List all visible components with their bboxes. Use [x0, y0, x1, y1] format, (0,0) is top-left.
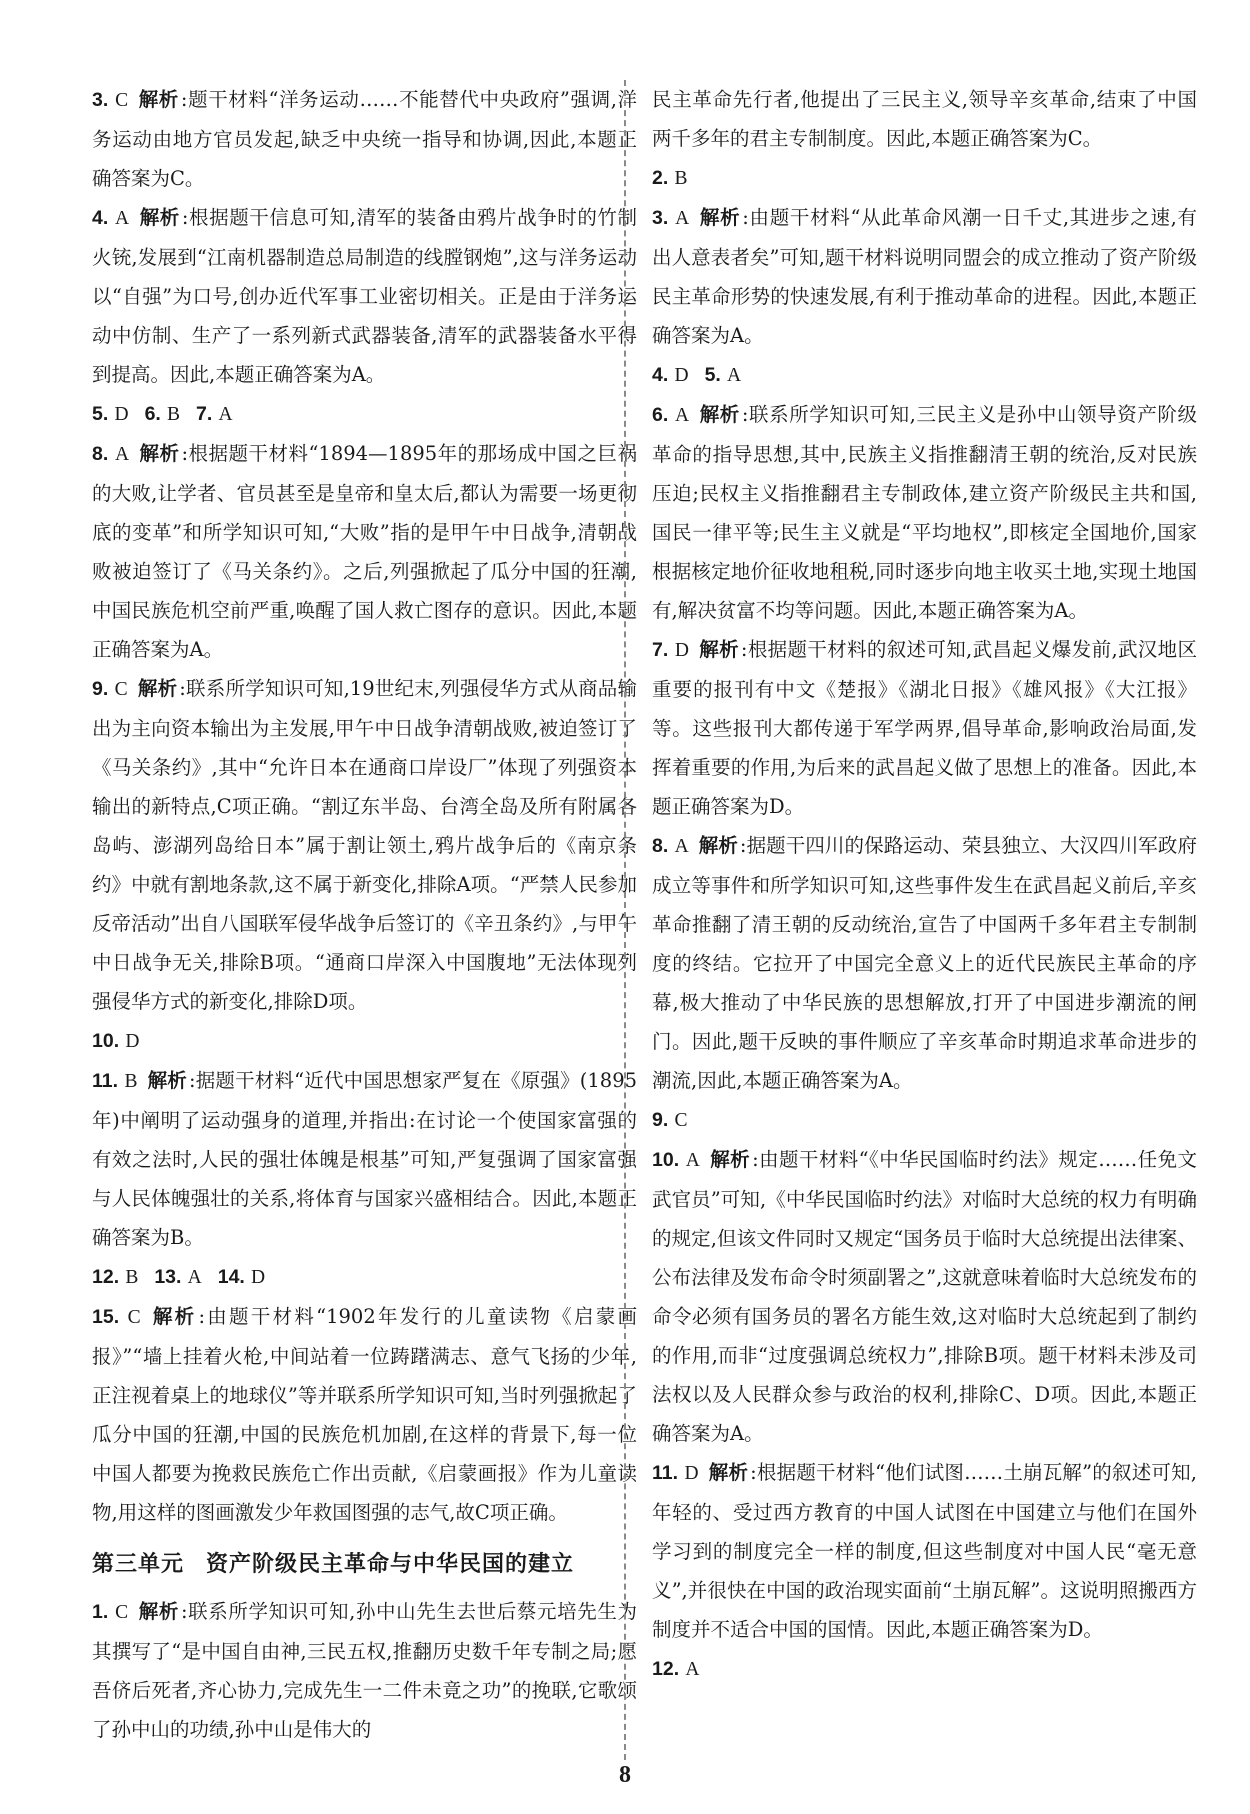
answer-letter: D	[114, 404, 129, 425]
question-number: 1.	[92, 1601, 109, 1623]
question-number: 8.	[92, 443, 109, 465]
answer-entry: 9. C 解析 :联系所学知识可知,19世纪末,列强侵华方式从商品输出为主向资本输出为主发展,甲午中日战争清朝战败,被迫签订了《马关条约》,其中“允许日本在通商口岸设厂”体现了列强资本输出的新特点,C项正确。“割辽东半岛、台湾全岛及所有附属各岛屿、澎湖列岛给日本”属于割让领土,鸦片战争后的《南京条约》中就有割地条款,这不属于新变化,排除A项。“严禁人民参加反帝活动”出自八国联军侵华战争后签订的《辛丑条约》,与甲午中日战争无关,排除B项。“通商口岸深入中国腹地”无法体现列强侵华方式的新变化,排除D项。	[92, 677, 638, 1013]
continued-text: 民主革命先行者,他提出了三民主义,领导辛亥革命,结束了中国两千多年的君主专制制度。因此,本题正确答案为C。	[652, 88, 1197, 150]
question-number: 9.	[92, 678, 109, 700]
question-number: 13.	[154, 1266, 182, 1288]
answer-entry: 15. C 解析 :由题干材料“1902年发行的儿童读物《启蒙画报》”“墙上挂着火枪,中间站着一位踌躇满志、意气飞扬的少年,正注视着桌上的地球仪”等并联系所学知识可知,当时列强掀起了瓜分中国的狂潮,中国的民族危机加剧,在这样的背景下,每一位中国人都要为挽救民族危亡作出贡献,《启蒙画报》作为儿童读物,用这样的图画激发少年救国图强的志气,故C项正确。	[92, 1305, 637, 1524]
right-column	[652, 80, 1197, 1689]
answer-entry: 6. A 解析 :联系所学知识可知,三民主义是孙中山领导资产阶级革命的指导思想,其中,民族主义指推翻清王朝的统治,反对民族压迫;民权主义指推翻君主专制政体,建立资产阶级民主共和国,国民一律平等;民生主义就是“平均地权”,即核定全国地价,国家根据核定地价征收地租税,同时逐步向地主收买土地,实现土地国有,解决贫富不均等问题。因此,本题正确答案为A。	[652, 403, 1197, 622]
question-number: 4.	[652, 364, 669, 386]
analysis-text: 联系所学知识可知,孙中山先生去世后蔡元培先生为其撰写了“是中国自由神,三民五权,推翻历史数千年专制之局;愿吾侪后死者,齐心协力,完成先生一二件未竟之功”的挽联,它歌颂了孙中山的功绩,孙中山是伟大的	[92, 1600, 637, 1741]
analysis-text: 据题干四川的保路运动、荣县独立、大汉四川军政府成立等事件和所学知识可知,这些事件发生在武昌起义前后,辛亥革命推翻了清王朝的反动统治,宣告了中国两千多年君主专制制度的终结。它拉开了中国完全意义上的近代民族民主革命的序幕,极大推动了中华民族的思想解放,打开了中国进步潮流的闸门。因此,题干反映的事件顺应了辛亥革命时期追求革命进步的潮流,因此,本题正确答案为A。	[652, 834, 1197, 1092]
analysis-label: 解析	[139, 442, 180, 465]
analysis-text: 题干材料“洋务运动……不能替代中央政府”强调,洋务运动由地方官员发起,缺乏中央统一指导和协调,因此,本题正确答案为C。	[92, 88, 637, 190]
question-number: 10.	[652, 1149, 680, 1171]
analysis-text: 根据题干材料“1894—1895年的那场成中国之巨祸的大败,让学者、官员甚至是皇帝和皇太后,都认为需要一场更彻底的变革”和所学知识可知,“大败”指的是甲午中日战争,清朝战败被迫签订了《马关条约》。之后,列强掀起了瓜分中国的狂潮,中国民族危机空前严重,唤醒了国人救亡图存的意识。因此,本题正确答案为A。	[92, 442, 637, 661]
question-number: 9.	[652, 1109, 669, 1131]
answer-letter: B	[167, 404, 181, 425]
left-column	[92, 80, 637, 1749]
analysis-text: 根据题干信息可知,清军的装备由鸦片战争时的竹制火铳,发展到“江南机器制造总局制造的线膛钢炮”,这与洋务运动以“自强”为口号,创办近代军事工业密切相关。正是由于洋务运动中仿制、生产了一系列新式武器装备,清军的武器装备水平得到提高。因此,本题正确答案为A。	[92, 206, 637, 386]
answer-letter: A	[675, 208, 690, 229]
analysis-label: 解析	[708, 1461, 749, 1484]
answer-group	[92, 1257, 637, 1297]
answer-letter: B	[674, 168, 688, 189]
unit-label: 第三单元	[92, 1552, 185, 1577]
answer-entry: 11. B 解析 :据题干材料“近代中国思想家严复在《原强》(1895年)中阐明了运动强身的道理,并指出:在讨论一个使国家富强的有效之法时,人民的强壮体魄是根基”可知,严复强调了国家富强与人民体魄强壮的关系,将体育与国家兴盛相结合。因此,本题正确答案为B。	[92, 1069, 638, 1249]
question-number: 6.	[652, 404, 669, 426]
question-number: 15.	[92, 1306, 120, 1328]
answer-entry: 1. C 解析 :联系所学知识可知,孙中山先生去世后蔡元培先生为其撰写了“是中国自由神,三民五权,推翻历史数千年专制之局;愿吾侪后死者,齐心协力,完成先生一二件未竟之功”的挽联,它歌颂了孙中山的功绩,孙中山是伟大的	[92, 1600, 637, 1741]
page-number: 8	[619, 1762, 631, 1788]
answer-entry	[652, 1100, 1197, 1140]
analysis-text: 联系所学知识可知,19世纪末,列强侵华方式从商品输出为主向资本输出为主发展,甲午中日战争清朝战败,被迫签订了《马关条约》,其中“允许日本在通商口岸设厂”体现了列强资本输出的新特点,C项正确。“割辽东半岛、台湾全岛及所有附属各岛屿、澎湖列岛给日本”属于割让领土,鸦片战争后的《南京条约》中就有割地条款,这不属于新变化,排除A项。“严禁人民参加反帝活动”出自八国联军侵华战争后签订的《辛丑条约》,与甲午中日战争无关,排除B项。“通商口岸深入中国腹地”无法体现列强侵华方式的新变化,排除D项。	[92, 677, 638, 1013]
question-number: 3.	[652, 207, 669, 229]
answer-letter: D	[674, 640, 689, 661]
analysis-text: 根据题干材料“他们试图……土崩瓦解”的叙述可知,年轻的、受过西方教育的中国人试图在中国建立与他们在国外学习到的制度完全一样的制度,但这些制度对中国人民“毫无意义”,并很快在中国的政治现实面前“土崩瓦解”。这说明照搬西方制度并不适合中国的国情。因此,本题正确答案为D。	[652, 1461, 1197, 1641]
question-number: 3.	[92, 89, 109, 111]
question-number: 11.	[652, 1462, 679, 1484]
analysis-label: 解析	[150, 1305, 197, 1328]
analysis-label: 解析	[698, 638, 739, 661]
analysis-text: 据题干材料“近代中国思想家严复在《原强》(1895年)中阐明了运动强身的道理,并指出:在讨论一个使国家富强的有效之法时,人民的强壮体魄是根基”可知,严复强调了国家富强与人民体魄强壮的关系,将体育与国家兴盛相结合。因此,本题正确答案为B。	[92, 1069, 638, 1249]
answer-letter: D	[125, 1031, 140, 1052]
answer-letter: A	[218, 404, 233, 425]
answer-letter: C	[114, 679, 128, 700]
analysis-text: 由题干材料“《中华民国临时约法》规定……任免文武官员”可知,《中华民国临时约法》对临时大总统的权力有明确的规定,但该文件同时又规定“国务员于临时大总统提出法律案、公布法律及发布命令时须副署之”,这就意味着临时大总统发布的命令必须有国务员的署名方能生效,这对临时大总统起到了制约的作用,而非“过度强调总统权力”,排除B项。题干材料未涉及司法权以及人民群众参与政治的权利,排除C、D项。因此,本题正确答案为A。	[652, 1148, 1197, 1445]
answer-letter: D	[251, 1267, 266, 1288]
answer-letter: D	[674, 365, 689, 386]
question-number: 12.	[652, 1658, 680, 1680]
analysis-label: 解析	[147, 1069, 187, 1092]
answer-entry	[652, 1649, 1197, 1689]
question-number: 7.	[196, 403, 213, 425]
answer-entry	[652, 158, 1197, 198]
analysis-text: 根据题干材料的叙述可知,武昌起义爆发前,武汉地区重要的报刊有中文《楚报》《湖北日报》《雄风报》《大江报》等。这些报刊大都传递于军学两界,倡导革命,影响政治局面,发挥着重要的作用,为后来的武昌起义做了思想上的准备。因此,本题正确答案为D。	[652, 638, 1197, 818]
analysis-label: 解析	[699, 403, 740, 426]
answer-entry: 10. A 解析 :由题干材料“《中华民国临时约法》规定……任免文武官员”可知,《中华民国临时约法》对临时大总统的权力有明确的规定,但该文件同时又规定“国务员于临时大总统提出法律案、公布法律及发布命令时须副署之”,这就意味着临时大总统发布的命令必须有国务员的署名方能生效,这对临时大总统起到了制约的作用,而非“过度强调总统权力”,排除B项。题干材料未涉及司法权以及人民群众参与政治的权利,排除C、D项。因此,本题正确答案为A。	[652, 1148, 1197, 1445]
question-number: 14.	[217, 1266, 245, 1288]
unit-title: 资产阶级民主革命与中华民国的建立	[206, 1552, 575, 1577]
analysis-label: 解析	[709, 1148, 751, 1171]
answer-letter: A	[727, 365, 742, 386]
answer-entry: 8. A 解析 :根据题干材料“1894—1895年的那场成中国之巨祸的大败,让学者、官员甚至是皇帝和皇太后,都认为需要一场更彻底的变革”和所学知识可知,“大败”指的是甲午中日战争,清朝战败被迫签订了《马关条约》。之后,列强掀起了瓜分中国的狂潮,中国民族危机空前严重,唤醒了国人救亡图存的意识。因此,本题正确答案为A。	[92, 442, 637, 661]
analysis-text: 联系所学知识可知,三民主义是孙中山领导资产阶级革命的指导思想,其中,民族主义指推翻清王朝的统治,反对民族压迫;民权主义指推翻君主专制政体,建立资产阶级民主共和国,国民一律平等;民生主义就是“平均地权”,即核定全国地价,国家根据核定地价征收地租税,同时逐步向地主收买土地,实现土地国有,解决贫富不均等问题。因此,本题正确答案为A。	[652, 403, 1197, 622]
answer-entry: 3. C 解析 :题干材料“洋务运动……不能替代中央政府”强调,洋务运动由地方官员发起,缺乏中央统一指导和协调,因此,本题正确答案为C。	[92, 88, 637, 190]
answer-entry: 3. A 解析 :由题干材料“从此革命风潮一日千丈,其进步之速,有出人意表者矣”可知,题干材料说明同盟会的成立推动了资产阶级民主革命形势的快速发展,有利于推动革命的进程。因此,本题正确答案为A。	[652, 206, 1198, 347]
analysis-label: 解析	[137, 677, 178, 700]
answer-letter: A	[187, 1267, 202, 1288]
analysis-label: 解析	[699, 206, 741, 229]
answer-letter: C	[127, 1307, 141, 1328]
answer-letter: A	[674, 836, 689, 857]
answer-letter: A	[675, 405, 690, 426]
section-heading	[92, 1538, 637, 1592]
analysis-label: 解析	[138, 1600, 179, 1623]
analysis-label: 解析	[139, 206, 180, 229]
analysis-text: 由题干材料“从此革命风潮一日千丈,其进步之速,有出人意表者矣”可知,题干材料说明同盟会的成立推动了资产阶级民主革命形势的快速发展,有利于推动革命的进程。因此,本题正确答案为A。	[652, 206, 1198, 347]
answer-letter: B	[125, 1267, 139, 1288]
answer-entry: 11. D 解析 :根据题干材料“他们试图……土崩瓦解”的叙述可知,年轻的、受过西方教育的中国人试图在中国建立与他们在国外学习到的制度完全一样的制度,但这些制度对中国人民“毫无意义”,并很快在中国的政治现实面前“土崩瓦解”。这说明照搬西方制度并不适合中国的国情。因此,本题正确答案为D。	[652, 1461, 1197, 1641]
question-number: 4.	[92, 207, 109, 229]
question-number: 5.	[704, 364, 721, 386]
answer-entry: 8. A 解析 :据题干四川的保路运动、荣县独立、大汉四川军政府成立等事件和所学知识可知,这些事件发生在武昌起义前后,辛亥革命推翻了清王朝的反动统治,宣告了中国两千多年君主专制制度的终结。它拉开了中国完全意义上的近代民族民主革命的序幕,极大推动了中华民族的思想解放,打开了中国进步潮流的闸门。因此,题干反映的事件顺应了辛亥革命时期追求革命进步的潮流,因此,本题正确答案为A。	[652, 834, 1197, 1092]
answer-letter: B	[124, 1071, 138, 1092]
answer-letter: D	[684, 1463, 699, 1484]
answer-letter: A	[685, 1150, 700, 1171]
question-number: 5.	[92, 403, 109, 425]
analysis-label: 解析	[138, 88, 179, 111]
answer-entry: 7. D 解析 :根据题干材料的叙述可知,武昌起义爆发前,武汉地区重要的报刊有中文《楚报》《湖北日报》《雄风报》《大江报》等。这些报刊大都传递于军学两界,倡导革命,影响政治局面,发挥着重要的作用,为后来的武昌起义做了思想上的准备。因此,本题正确答案为D。	[652, 638, 1197, 818]
question-number: 2.	[652, 167, 669, 189]
answer-entry	[92, 1021, 637, 1061]
answer-group	[652, 355, 1197, 395]
question-number: 10.	[92, 1030, 120, 1052]
question-number: 6.	[144, 403, 161, 425]
answer-entry: 4. A 解析 :根据题干信息可知,清军的装备由鸦片战争时的竹制火铳,发展到“江南机器制造总局制造的线膛钢炮”,这与洋务运动以“自强”为口号,创办近代军事工业密切相关。正是由于洋务运动中仿制、生产了一系列新式武器装备,清军的武器装备水平得到提高。因此,本题正确答案为A。	[92, 206, 637, 386]
column-divider	[624, 80, 626, 1760]
answer-letter: C	[674, 1110, 688, 1131]
question-number: 12.	[92, 1266, 120, 1288]
answer-letter: A	[685, 1659, 700, 1680]
answer-letter: C	[115, 90, 129, 111]
answer-letter: A	[114, 444, 130, 465]
answer-letter: A	[115, 208, 130, 229]
question-number: 11.	[92, 1070, 119, 1092]
analysis-label: 解析	[698, 834, 738, 857]
analysis-text: 由题干材料“1902年发行的儿童读物《启蒙画报》”“墙上挂着火枪,中间站着一位踌躇满志、意气飞扬的少年,正注视着桌上的地球仪”等并联系所学知识可知,当时列强掀起了瓜分中国的狂潮,中国的民族危机加剧,在这样的背景下,每一位中国人都要为挽救民族危亡作出贡献,《启蒙画报》作为儿童读物,用这样的图画激发少年救国图强的志气,故C项正确。	[92, 1305, 637, 1524]
answer-group	[92, 394, 637, 434]
question-number: 8.	[652, 835, 669, 857]
question-number: 7.	[652, 639, 669, 661]
answer-letter: C	[115, 1602, 129, 1623]
